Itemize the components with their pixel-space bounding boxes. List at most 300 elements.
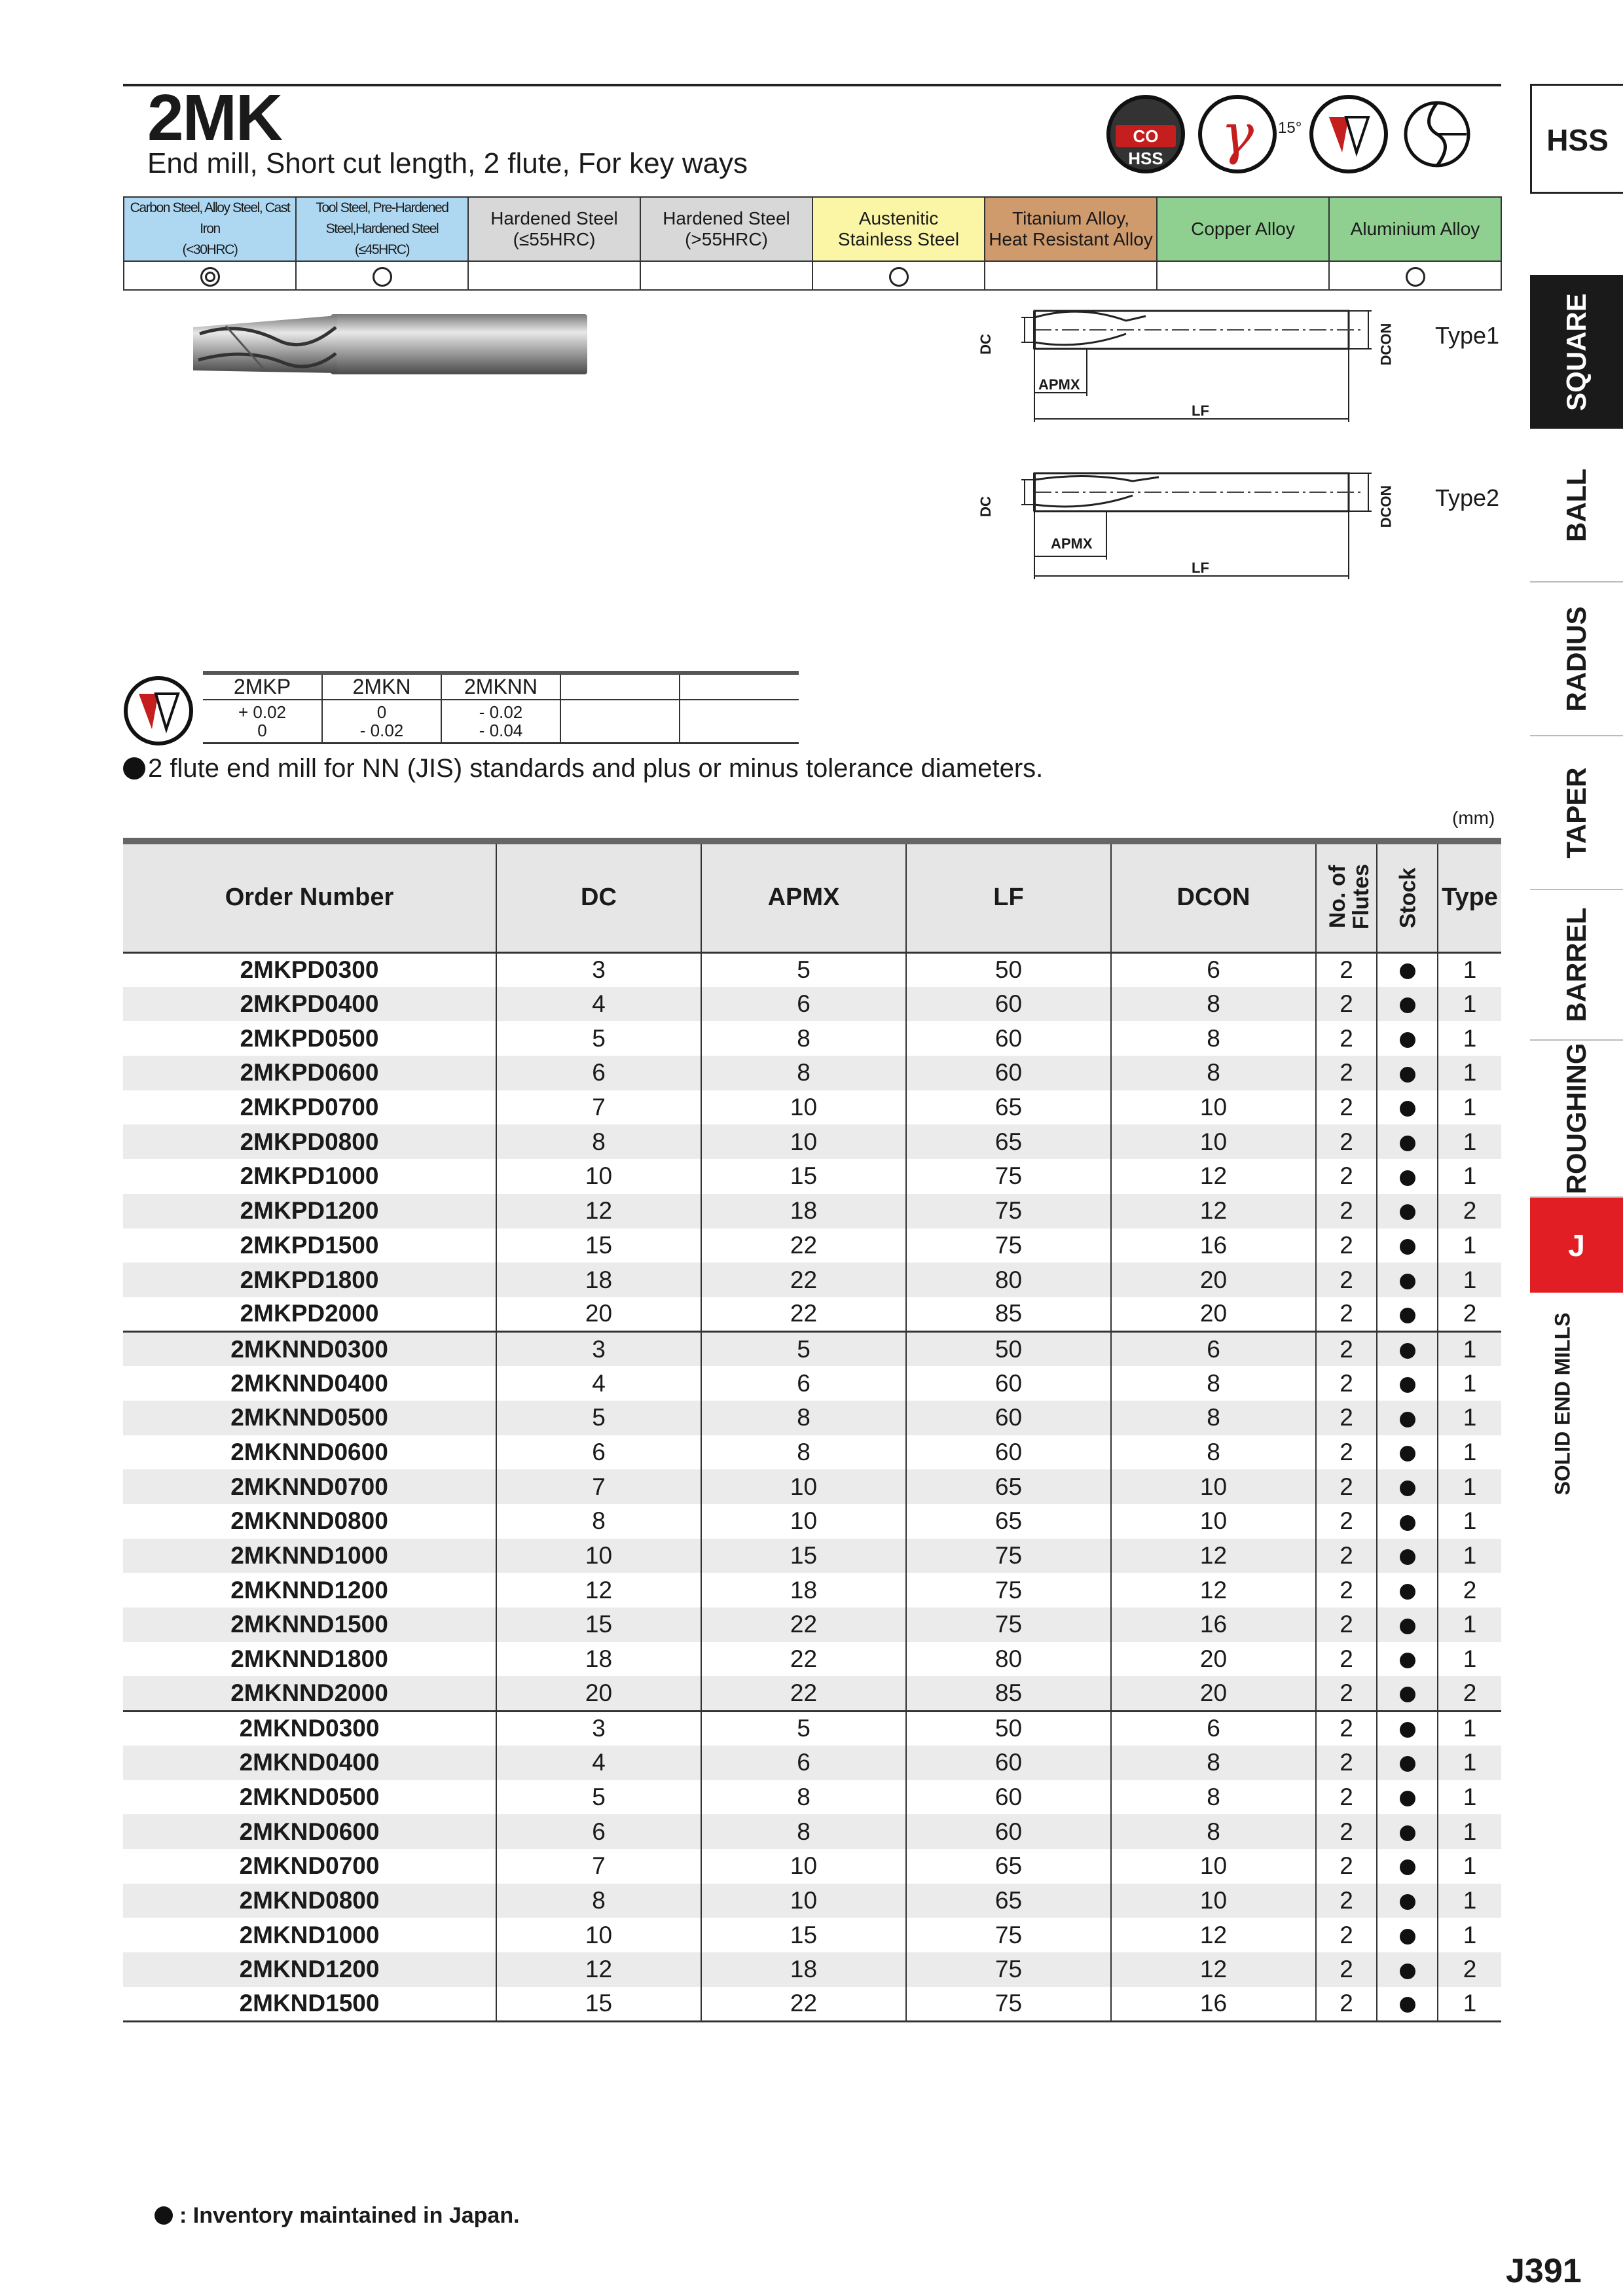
table-cell: 1 bbox=[1438, 1263, 1501, 1297]
page-title: 2MK bbox=[147, 81, 282, 154]
table-cell: 8 bbox=[1111, 1366, 1316, 1401]
order-number: 2MKPD2000 bbox=[240, 1300, 379, 1327]
double-circle-icon bbox=[200, 267, 220, 287]
table-cell: 10 bbox=[1111, 1849, 1316, 1884]
table-cell: 4 bbox=[496, 1746, 701, 1780]
dim-lf-label: LF bbox=[1192, 560, 1209, 576]
stock-dot-icon bbox=[1400, 1032, 1415, 1048]
table-cell: 3 bbox=[496, 1332, 701, 1367]
table-cell: 75 bbox=[906, 1987, 1111, 2022]
table-cell: 22 bbox=[701, 1607, 906, 1642]
dim-dc-label: DC bbox=[977, 496, 994, 517]
stock-dot-icon bbox=[1400, 1239, 1415, 1255]
table-cell: 65 bbox=[906, 1504, 1111, 1539]
table-cell: 8 bbox=[701, 1780, 906, 1815]
table-cell: 75 bbox=[906, 1573, 1111, 1607]
table-row bbox=[123, 1573, 1501, 1607]
stock-cell bbox=[1377, 1229, 1438, 1263]
table-cell: 7 bbox=[496, 1090, 701, 1125]
stock-cell bbox=[1377, 1746, 1438, 1780]
stock-cell bbox=[1377, 1849, 1438, 1884]
table-cell: 8 bbox=[1111, 1435, 1316, 1470]
order-number: 2MKNND0500 bbox=[123, 1401, 496, 1435]
table-cell: 15 bbox=[701, 1159, 906, 1194]
order-number: 2MKNND1000 bbox=[123, 1539, 496, 1573]
side-tab-barrel[interactable]: BARREL bbox=[1530, 890, 1623, 1041]
table-cell: 12 bbox=[1111, 1952, 1316, 1987]
table-cell: 60 bbox=[906, 1814, 1111, 1849]
table-row bbox=[123, 1435, 1501, 1470]
table-cell: 15 bbox=[496, 1987, 701, 2022]
order-number: 2MKNND1200 bbox=[230, 1576, 388, 1604]
table-cell: 10 bbox=[1111, 1124, 1316, 1159]
tolerance-header bbox=[680, 673, 799, 700]
stock-cell bbox=[1377, 1090, 1438, 1125]
table-cell: 75 bbox=[906, 1952, 1111, 1987]
table-cell: 1 bbox=[1438, 1435, 1501, 1470]
page-subtitle: End mill, Short cut length, 2 flute, For key ways bbox=[147, 147, 748, 179]
stock-cell bbox=[1377, 1504, 1438, 1539]
table-cell: 18 bbox=[701, 1194, 906, 1229]
table-cell: 2 bbox=[1438, 1194, 1501, 1229]
stock-dot-icon bbox=[1400, 1619, 1415, 1634]
table-cell: 6 bbox=[496, 1435, 701, 1470]
table-cell: 80 bbox=[906, 1263, 1111, 1297]
stock-cell bbox=[1377, 1884, 1438, 1918]
table-row bbox=[123, 1401, 1501, 1435]
table-cell: 8 bbox=[1111, 1021, 1316, 1056]
table-row bbox=[123, 1194, 1501, 1229]
order-number: 2MKPD1000 bbox=[240, 1162, 379, 1190]
stock-dot-icon bbox=[1400, 1446, 1415, 1462]
tolerance-value bbox=[680, 700, 799, 743]
table-cell: 8 bbox=[701, 1814, 906, 1849]
helix-angle-label: 15° bbox=[1278, 119, 1302, 137]
table-cell: 20 bbox=[1111, 1263, 1316, 1297]
stock-dot-icon bbox=[1400, 1722, 1415, 1738]
table-row bbox=[123, 1056, 1501, 1090]
table-cell: 16 bbox=[1111, 1607, 1316, 1642]
order-number: 2MKND0600 bbox=[123, 1814, 496, 1849]
table-cell: 10 bbox=[1111, 1504, 1316, 1539]
stock-cell bbox=[1377, 1780, 1438, 1815]
order-number: 2MKND1200 bbox=[123, 1952, 496, 1987]
material-suitability bbox=[1329, 261, 1501, 290]
table-cell: 18 bbox=[496, 1642, 701, 1677]
table-cell: 65 bbox=[906, 1849, 1111, 1884]
product-note: 2 flute end mill for NN (JIS) standards and plus or minus tolerance diameters. bbox=[123, 754, 1043, 783]
stock-dot-icon bbox=[1400, 963, 1415, 979]
column-header: LF bbox=[906, 841, 1111, 952]
table-cell: 60 bbox=[906, 1366, 1111, 1401]
feature-badges bbox=[1106, 92, 1480, 177]
column-header: DCON bbox=[1111, 841, 1316, 952]
table-cell: 4 bbox=[496, 1366, 701, 1401]
table-cell: 60 bbox=[906, 1056, 1111, 1090]
table-cell: 1 bbox=[1438, 1504, 1501, 1539]
table-cell: 6 bbox=[496, 1814, 701, 1849]
type1-label: Type1 bbox=[1435, 322, 1500, 349]
table-cell: 12 bbox=[1111, 1918, 1316, 1952]
table-cell: 1 bbox=[1438, 1607, 1501, 1642]
table-cell: 20 bbox=[496, 1297, 701, 1332]
table-cell: 1 bbox=[1438, 1229, 1501, 1263]
table-cell: 1 bbox=[1438, 1746, 1501, 1780]
table-cell: 1 bbox=[1438, 1987, 1501, 2022]
stock-cell bbox=[1377, 1332, 1438, 1367]
table-row bbox=[123, 1780, 1501, 1815]
table-cell: 65 bbox=[906, 1124, 1111, 1159]
side-tab-square[interactable]: SQUARE bbox=[1530, 275, 1623, 429]
tolerance-header: 2MKP bbox=[203, 673, 322, 700]
stock-dot-icon bbox=[1400, 1136, 1415, 1151]
table-cell: 2 bbox=[1316, 1780, 1377, 1815]
table-cell: 2 bbox=[1316, 1332, 1377, 1367]
table-row bbox=[123, 1849, 1501, 1884]
table-cell: 60 bbox=[906, 1021, 1111, 1056]
material-header: Aluminium Alloy bbox=[1329, 197, 1501, 261]
table-cell: 22 bbox=[701, 1676, 906, 1711]
table-cell: 8 bbox=[701, 1401, 906, 1435]
stock-dot-icon bbox=[1400, 1101, 1415, 1117]
stock-dot-icon bbox=[1400, 1756, 1415, 1772]
table-cell: 2 bbox=[1316, 1297, 1377, 1332]
stock-cell bbox=[1377, 1952, 1438, 1987]
table-cell: 1 bbox=[1438, 1539, 1501, 1573]
order-number: 2MKND1000 bbox=[239, 1921, 380, 1948]
table-cell: 65 bbox=[906, 1090, 1111, 1125]
material-suitability bbox=[468, 261, 640, 290]
table-cell: 75 bbox=[906, 1539, 1111, 1573]
dim-dc-label: DC bbox=[977, 334, 994, 355]
tolerance-header: 2MKNN bbox=[441, 673, 560, 700]
table-cell: 8 bbox=[701, 1021, 906, 1056]
order-number: 2MKNND0300 bbox=[123, 1332, 496, 1367]
stock-cell bbox=[1377, 1573, 1438, 1607]
stock-dot-icon bbox=[1400, 1825, 1415, 1841]
table-cell: 20 bbox=[1111, 1642, 1316, 1677]
table-cell: 18 bbox=[496, 1263, 701, 1297]
table-cell: 1 bbox=[1438, 1918, 1501, 1952]
table-cell: 3 bbox=[496, 1711, 701, 1746]
dim-dcon-label: DCON bbox=[1377, 323, 1395, 366]
table-cell: 10 bbox=[701, 1504, 906, 1539]
stock-dot-icon bbox=[1400, 1997, 1415, 2013]
stock-dot-icon bbox=[1400, 1412, 1415, 1427]
tolerance-value: 0 - 0.02 bbox=[322, 700, 441, 743]
diameter-tolerance-table bbox=[203, 671, 799, 744]
table-cell: 1 bbox=[1438, 1780, 1501, 1815]
table-row bbox=[123, 1297, 1501, 1332]
table-cell: 10 bbox=[496, 1159, 701, 1194]
order-number: 2MKND0500 bbox=[239, 1783, 380, 1810]
table-cell: 5 bbox=[496, 1780, 701, 1815]
table-cell: 2 bbox=[1316, 1884, 1377, 1918]
table-cell: 2 bbox=[1316, 1746, 1377, 1780]
material-suitability bbox=[296, 261, 468, 290]
table-row bbox=[123, 1263, 1501, 1297]
stock-cell bbox=[1377, 1159, 1438, 1194]
table-cell: 60 bbox=[906, 987, 1111, 1022]
order-number: 2MKPD1200 bbox=[123, 1194, 496, 1229]
material-header: Carbon Steel, Alloy Steel, Cast Iron (<30HRC) bbox=[124, 197, 296, 261]
table-row bbox=[123, 1229, 1501, 1263]
table-cell: 2 bbox=[1316, 1987, 1377, 2022]
table-cell: 50 bbox=[906, 1332, 1111, 1367]
table-cell: 6 bbox=[1111, 1332, 1316, 1367]
category-tab-hss[interactable]: HSS bbox=[1530, 84, 1623, 194]
dim-apmx-label: APMX bbox=[1051, 535, 1093, 552]
stock-cell bbox=[1377, 1021, 1438, 1056]
table-cell: 2 bbox=[1316, 1159, 1377, 1194]
table-cell: 85 bbox=[906, 1676, 1111, 1711]
order-number: 2MKNND0800 bbox=[230, 1507, 388, 1535]
stock-dot-icon bbox=[1400, 1515, 1415, 1531]
table-cell: 1 bbox=[1438, 1849, 1501, 1884]
table-cell: 10 bbox=[496, 1918, 701, 1952]
table-row bbox=[123, 1504, 1501, 1539]
table-cell: 60 bbox=[906, 1401, 1111, 1435]
table-row bbox=[123, 1642, 1501, 1677]
stock-cell bbox=[1377, 1676, 1438, 1711]
table-cell: 20 bbox=[496, 1676, 701, 1711]
stock-dot-icon bbox=[1400, 1584, 1415, 1600]
table-row bbox=[123, 1469, 1501, 1504]
order-number: 2MKNND0600 bbox=[230, 1438, 388, 1465]
stock-dot-icon bbox=[1400, 1343, 1415, 1359]
stock-cell bbox=[1377, 1814, 1438, 1849]
table-cell: 12 bbox=[1111, 1159, 1316, 1194]
side-tab-ball[interactable]: BALL bbox=[1530, 429, 1623, 583]
table-cell: 18 bbox=[701, 1573, 906, 1607]
table-cell: 8 bbox=[1111, 1814, 1316, 1849]
table-cell: 16 bbox=[1111, 1229, 1316, 1263]
table-cell: 8 bbox=[496, 1884, 701, 1918]
table-cell: 2 bbox=[1316, 1021, 1377, 1056]
table-cell: 12 bbox=[496, 1194, 701, 1229]
order-number: 2MKND0800 bbox=[123, 1884, 496, 1918]
table-cell: 2 bbox=[1316, 1504, 1377, 1539]
side-tab-j[interactable]: J bbox=[1530, 1198, 1623, 1293]
stock-bullet-icon bbox=[155, 2206, 173, 2225]
dim-lf-label: LF bbox=[1192, 403, 1209, 419]
tolerance-header bbox=[560, 673, 680, 700]
table-cell: 6 bbox=[1111, 952, 1316, 987]
table-cell: 5 bbox=[701, 1332, 906, 1367]
material-header: Austenitic Stainless Steel bbox=[812, 197, 985, 261]
side-tab-roughing[interactable]: ROUGHING bbox=[1530, 1041, 1623, 1198]
table-cell: 1 bbox=[1438, 1090, 1501, 1125]
table-row bbox=[123, 952, 1501, 987]
table-cell: 1 bbox=[1438, 1814, 1501, 1849]
table-cell: 65 bbox=[906, 1469, 1111, 1504]
table-cell: 16 bbox=[1111, 1987, 1316, 2022]
material-suitability bbox=[985, 261, 1157, 290]
stock-dot-icon bbox=[1400, 1067, 1415, 1083]
table-cell: 22 bbox=[701, 1642, 906, 1677]
stock-cell bbox=[1377, 952, 1438, 987]
tolerance-icon bbox=[122, 674, 195, 747]
order-number: 2MKNND0700 bbox=[123, 1469, 496, 1504]
material-suitability bbox=[124, 261, 296, 290]
stock-dot-icon bbox=[1400, 1929, 1415, 1945]
stock-dot-icon bbox=[1400, 1859, 1415, 1875]
table-cell: 6 bbox=[701, 1746, 906, 1780]
order-number: 2MKND0700 bbox=[239, 1852, 380, 1880]
tolerance-value bbox=[560, 700, 680, 743]
table-row bbox=[123, 1814, 1501, 1849]
table-cell: 12 bbox=[496, 1573, 701, 1607]
table-cell: 2 bbox=[1316, 1469, 1377, 1504]
table-cell: 2 bbox=[1316, 1124, 1377, 1159]
table-row bbox=[123, 1711, 1501, 1746]
table-row bbox=[123, 1952, 1501, 1987]
column-header: Stock bbox=[1377, 841, 1438, 952]
order-number: 2MKND1500 bbox=[123, 1987, 496, 2022]
unit-label: (mm) bbox=[1452, 808, 1495, 828]
column-header: DC bbox=[496, 841, 701, 952]
table-cell: 1 bbox=[1438, 952, 1501, 987]
table-cell: 20 bbox=[1111, 1297, 1316, 1332]
material-suitability bbox=[1157, 261, 1329, 290]
type1-dimension-diagram bbox=[969, 298, 1395, 429]
table-cell: 2 bbox=[1316, 1711, 1377, 1746]
table-cell: 2 bbox=[1438, 1297, 1501, 1332]
table-cell: 8 bbox=[496, 1504, 701, 1539]
order-number: 2MKPD0700 bbox=[240, 1094, 379, 1121]
stock-dot-icon bbox=[1400, 1653, 1415, 1668]
table-cell: 75 bbox=[906, 1194, 1111, 1229]
order-number: 2MKPD1500 bbox=[240, 1231, 379, 1259]
table-cell: 1 bbox=[1438, 1332, 1501, 1367]
table-cell: 8 bbox=[1111, 1401, 1316, 1435]
table-cell: 10 bbox=[701, 1849, 906, 1884]
material-header: Tool Steel, Pre-Hardened Steel,Hardened Steel (≤45HRC) bbox=[296, 197, 468, 261]
table-cell: 2 bbox=[1438, 1952, 1501, 1987]
table-cell: 22 bbox=[701, 1229, 906, 1263]
table-cell: 1 bbox=[1438, 1401, 1501, 1435]
table-cell: 75 bbox=[906, 1229, 1111, 1263]
table-row bbox=[123, 1090, 1501, 1125]
stock-dot-icon bbox=[1400, 1687, 1415, 1702]
stock-cell bbox=[1377, 987, 1438, 1022]
table-cell: 1 bbox=[1438, 1642, 1501, 1677]
table-cell: 2 bbox=[1316, 1263, 1377, 1297]
table-cell: 1 bbox=[1438, 1366, 1501, 1401]
table-cell: 22 bbox=[701, 1987, 906, 2022]
table-cell: 6 bbox=[701, 987, 906, 1022]
table-cell: 15 bbox=[496, 1607, 701, 1642]
tolerance-value: - 0.02 - 0.04 bbox=[441, 700, 560, 743]
table-row bbox=[123, 1332, 1501, 1367]
table-row bbox=[123, 1607, 1501, 1642]
page-number: J391 bbox=[1506, 2252, 1582, 2290]
type2-label: Type2 bbox=[1435, 484, 1500, 511]
order-number: 2MKPD0800 bbox=[123, 1124, 496, 1159]
stock-dot-icon bbox=[1400, 1377, 1415, 1393]
table-cell: 2 bbox=[1438, 1573, 1501, 1607]
material-header: Hardened Steel (≤55HRC) bbox=[468, 197, 640, 261]
order-number: 2MKNND1500 bbox=[123, 1607, 496, 1642]
stock-cell bbox=[1377, 1124, 1438, 1159]
table-cell: 15 bbox=[701, 1539, 906, 1573]
table-cell: 2 bbox=[1316, 1539, 1377, 1573]
stock-cell bbox=[1377, 1539, 1438, 1573]
table-cell: 3 bbox=[496, 952, 701, 987]
tolerance-value: + 0.02 0 bbox=[203, 700, 322, 743]
order-number: 2MKPD0600 bbox=[123, 1056, 496, 1090]
table-row bbox=[123, 1124, 1501, 1159]
table-cell: 10 bbox=[701, 1090, 906, 1125]
table-cell: 2 bbox=[1316, 1849, 1377, 1884]
stock-cell bbox=[1377, 1642, 1438, 1677]
table-cell: 22 bbox=[701, 1297, 906, 1332]
table-cell: 2 bbox=[1316, 1573, 1377, 1607]
top-rule bbox=[123, 84, 1501, 86]
table-cell: 10 bbox=[701, 1884, 906, 1918]
stock-dot-icon bbox=[1400, 1274, 1415, 1289]
material-header: Titanium Alloy, Heat Resistant Alloy bbox=[985, 197, 1157, 261]
table-cell: 1 bbox=[1438, 1056, 1501, 1090]
two-flute-icon bbox=[1401, 92, 1473, 177]
order-number: 2MKND0400 bbox=[123, 1746, 496, 1780]
table-row bbox=[123, 1539, 1501, 1573]
circle-icon bbox=[889, 267, 909, 287]
table-cell: 18 bbox=[701, 1952, 906, 1987]
table-cell: 50 bbox=[906, 1711, 1111, 1746]
stock-cell bbox=[1377, 1918, 1438, 1952]
table-cell: 10 bbox=[1111, 1884, 1316, 1918]
table-cell: 12 bbox=[1111, 1539, 1316, 1573]
stock-dot-icon bbox=[1400, 1170, 1415, 1186]
table-row bbox=[123, 1676, 1501, 1711]
table-cell: 8 bbox=[701, 1056, 906, 1090]
order-number: 2MKPD0300 bbox=[240, 956, 379, 984]
column-header: No. of Flutes bbox=[1316, 841, 1377, 952]
stock-cell bbox=[1377, 1056, 1438, 1090]
stock-dot-icon bbox=[1400, 1204, 1415, 1220]
table-cell: 2 bbox=[1316, 987, 1377, 1022]
side-tab-taper[interactable]: TAPER bbox=[1530, 736, 1623, 890]
bullet-icon bbox=[123, 757, 145, 780]
table-cell: 6 bbox=[701, 1366, 906, 1401]
table-cell: 22 bbox=[701, 1263, 906, 1297]
table-cell: 1 bbox=[1438, 1159, 1501, 1194]
table-cell: 5 bbox=[496, 1021, 701, 1056]
table-row bbox=[123, 1918, 1501, 1952]
side-tab-radius[interactable]: RADIUS bbox=[1530, 583, 1623, 736]
table-row bbox=[123, 1746, 1501, 1780]
order-number: 2MKNND0400 bbox=[230, 1369, 388, 1397]
stock-dot-icon bbox=[1400, 1549, 1415, 1565]
order-number: 2MKPD0500 bbox=[240, 1024, 379, 1052]
stock-cell bbox=[1377, 1401, 1438, 1435]
type2-dimension-diagram bbox=[969, 455, 1395, 586]
table-row bbox=[123, 1987, 1501, 2022]
column-header: Type bbox=[1438, 841, 1501, 952]
table-cell: 1 bbox=[1438, 1884, 1501, 1918]
table-cell: 1 bbox=[1438, 987, 1501, 1022]
table-cell: 4 bbox=[496, 987, 701, 1022]
table-cell: 12 bbox=[496, 1952, 701, 1987]
order-number: 2MKNND1800 bbox=[230, 1645, 388, 1673]
material-suitability bbox=[812, 261, 985, 290]
table-cell: 60 bbox=[906, 1746, 1111, 1780]
table-cell: 85 bbox=[906, 1297, 1111, 1332]
footnote: : Inventory maintained in Japan. bbox=[155, 2203, 520, 2229]
stock-cell bbox=[1377, 1435, 1438, 1470]
order-table bbox=[123, 838, 1501, 2022]
